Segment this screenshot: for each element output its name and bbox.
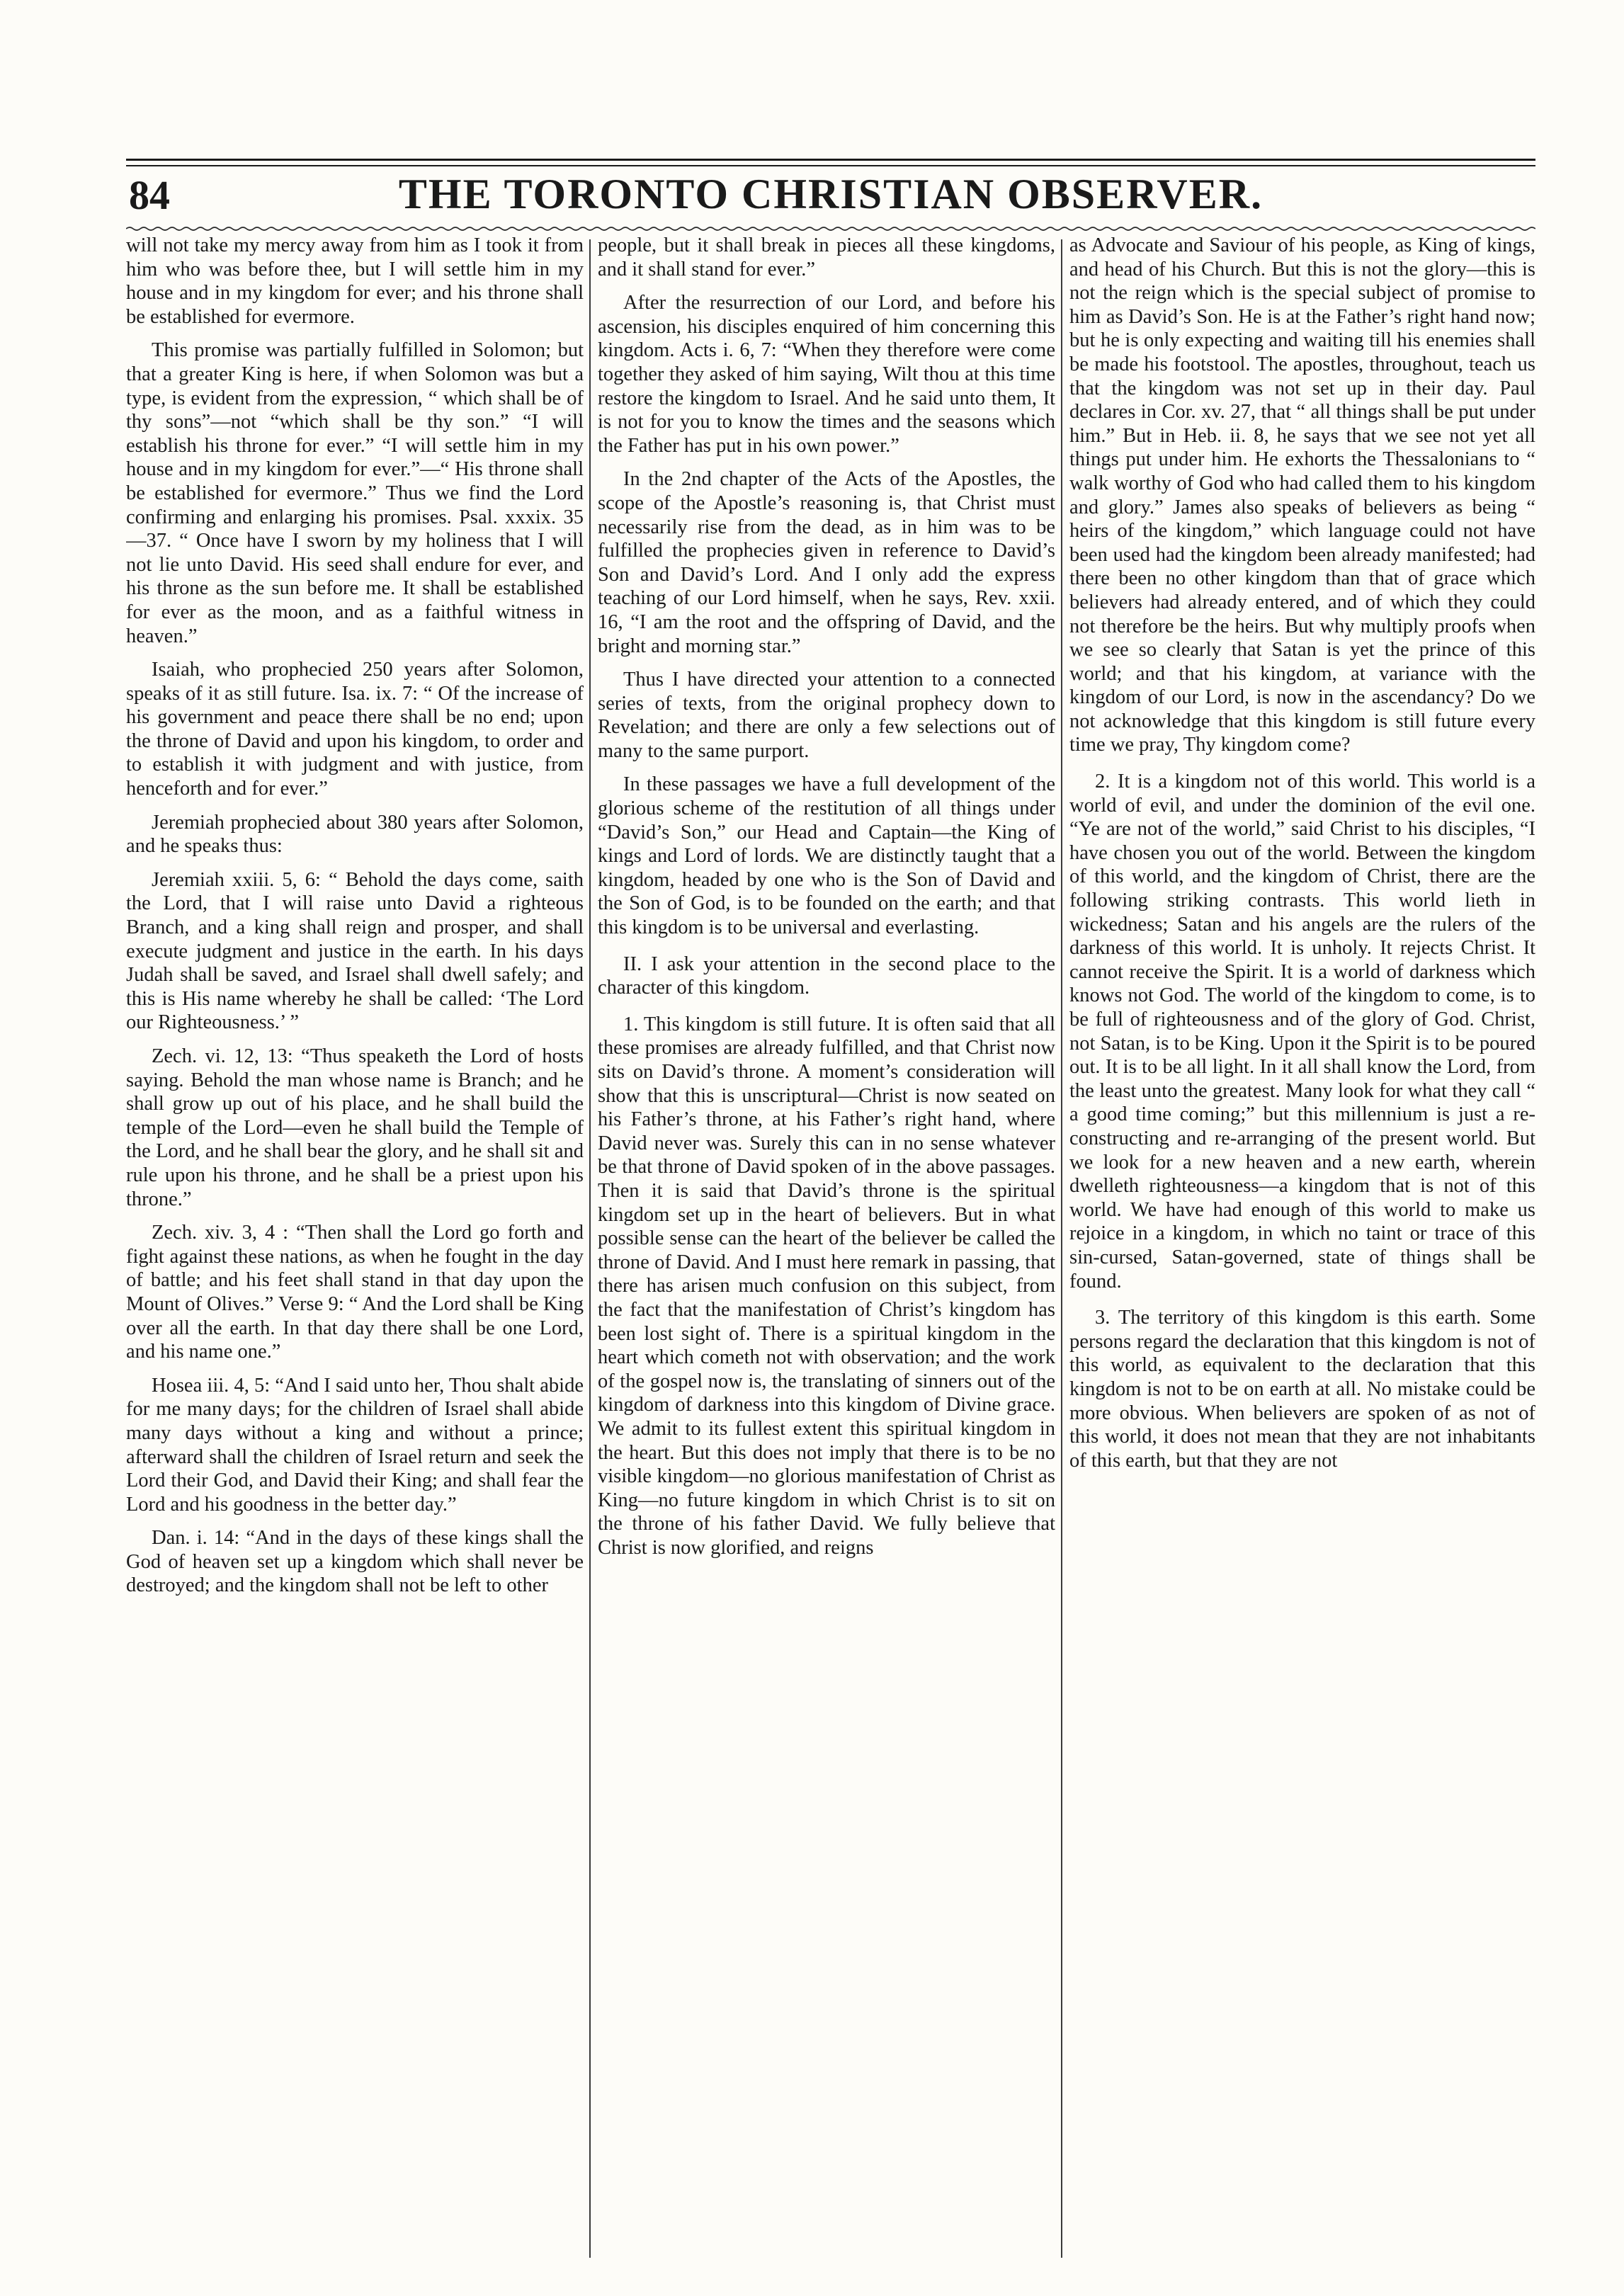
column-middle bbox=[598, 234, 1055, 2266]
column-left bbox=[126, 234, 584, 2266]
header-double-rule-bottom bbox=[126, 165, 1535, 166]
section-heading-paragraph: II. I ask your attention in the second place to the character of this kingdom. bbox=[598, 953, 1055, 999]
paragraph: 2. It is a kingdom not of this world. This world is a world of evil, and under the dominion of the evil one. “Ye are not of the world,” said Christ to his disciples, “I have chosen you out of the world. Between the kingdom of this world, and the kingdom of Christ, there are the following striking contrasts. This world lieth in wickedness; Satan and his angels are the rulers of the darkness of this world. It is unholy. It rejects Christ. It cannot receive the Spirit. It is a world of darkness which knows not God. The world of the kingdom to come, is to be full of righteousness and of the glory of God. Christ, not Satan, is to be King. Upon it the Spirit is to be poured out. It is to be all light. In it all shall know the Lord, from the least unto the greatest. Many look for what they call “ a good time coming;” but this millennium is just a re-constructing and re-arranging of the present world. But we look for a new heaven and a new earth, wherein dwelleth righteousness—a kingdom that is not of this world. We have had enough of this world to make us rejoice in a kingdom, in which no taint or trace of this sin-cursed, Satan-governed, state of things shall be found. bbox=[1069, 771, 1535, 1292]
header-wavy-rule bbox=[126, 225, 1535, 232]
paragraph: In the 2nd chapter of the Acts of the Apostles, the scope of the Apostle’s reasoning is, that Christ must necessarily rise from the dead, as in him was to be fulfilled the prophecies given in reference to David’s Son and David’s Lord. And I only add the express teaching of our Lord himself, when he says, Rev. xxii. 16, “I am the root and the offspring of David, and the bright and morning star.” bbox=[598, 468, 1055, 657]
paragraph: Zech. xiv. 3, 4 : “Then shall the Lord go forth and fight against these nations, as when he fought in the day of battle; and his feet shall stand in that day upon the Mount of Olives.” Verse 9: “ And the Lord shall be King over all the earth. In that day there shall be one Lord, and his name one.” bbox=[126, 1222, 584, 1363]
paragraph: 1. This kingdom is still future. It is often said that all these promises are already fulfilled, and that Christ now sits on David’s throne. A moment’s consideration will show that this is unscriptural—Christ is now seated on his Father’s throne, at his Father’s right hand, where David never was. Surely this can in no sense whatever be that throne of David spoken of in the above passages. Then it is said that David’s throne is the spiritual kingdom set up in the heart of believers. But in what possible sense can the heart of the believer be called the throne of David. And I must here remark in passing, that there has arisen much confusion on this subject, from the fact that the manifestation of Christ’s kingdom has been lost sight of. There is a spiritual kingdom in the heart which cometh not with observation; and the work of the gospel now is, the translating of sinners out of the kingdom of darkness into this kingdom of Divine grace. We admit to its fullest extent this spiritual kingdom in the heart. But this does not imply that there is to be no visible kingdom—no glorious manifestation of Christ as King—no future kingdom in which Christ is to sit on the throne of his father David. We fully believe that Christ is now glorified, and reigns bbox=[598, 1013, 1055, 1559]
paragraph: 3. The territory of this kingdom is this earth. Some persons regard the declaration that this kingdom is not of this world, as equivalent to the declaration that this kingdom is not to be on earth at all. No mistake could be more obvious. When believers are spoken of as not of this world, it does not mean that they are not inhabitants of this earth, but that they are not bbox=[1069, 1307, 1535, 1472]
paragraph: as Advocate and Saviour of his people, as King of kings, and head of his Church. But this is not the glory—this is not the reign which is the special subject of promise to him as David’s Son. He is at the Father’s right hand now; but he is only expecting and waiting till his enemies shall be made his footstool. The apostles, throughout, teach us that the kingdom was not set up in their day. Paul declares in Cor. xv. 27, that “ all things shall be put under him.” But in Heb. ii. 8, he says that we see not yet all things put under him. He exhorts the Thessalonians to “ walk worthy of God who had called them to his kingdom and glory.” James also speaks of believers as being “ heirs of the kingdom,” which language could not have been used had the kingdom been already manifested; had there been no other kingdom than that of grace which believers had already entered, and of which they could not therefore be the heirs. But why multiply proofs when we see so clearly that Satan is yet the prince of this world; and that his kingdom, at variance with the kingdom of our Lord, is now in the ascendancy? Do we not acknowledge that this kingdom is still future every time we pray, Thy kingdom come? bbox=[1069, 234, 1535, 756]
paragraph: In these passages we have a full development of the glorious scheme of the restitution of all things under “David’s Son,” our Head and Captain—the King of kings and Lord of lords. We are distinctly taught that a kingdom, headed by one who is the Son of David and the Son of God, is to be founded on the earth; and that this kingdom is to be universal and everlasting. bbox=[598, 773, 1055, 939]
paragraph: Jeremiah xxiii. 5, 6: “ Behold the days come, saith the Lord, that I will raise unto David a righteous Branch, and a king shall reign and prosper, and shall execute judgment and justice in the earth. In his days Judah shall be saved, and Israel shall dwell safely; and this is His name whereby he shall be called: ‘The Lord our Righteousness.’ ” bbox=[126, 868, 584, 1034]
column-divider bbox=[589, 239, 591, 2258]
paragraph: This promise was partially fulfilled in Solomon; but that a greater King is here, if when Solomon was but a type, is evident from the expression, “ which shall be of thy sons”—not “which shall be thy son.” “I will establish his throne for ever.” “I will settle him in my house and in my kingdom for ever.”—“ His throne shall be established for evermore.” Thus we find the Lord confirming and enlarging his promises. Psal. xxxix. 35—37. “ Once have I sworn by my holiness that I will not lie unto David. His seed shall endure for ever, and his throne as the sun before me. It shall be established for ever as the moon, and as a faithful witness in heaven.” bbox=[126, 339, 584, 647]
paragraph: people, but it shall break in pieces all these kingdoms, and it shall stand for ever.” bbox=[598, 234, 1055, 280]
header-double-rule-top bbox=[126, 159, 1535, 161]
paragraph: will not take my mercy away from him as I took it from him who was before thee, but I will settle him in my house and in my kingdom for ever; and his throne shall be established for evermore. bbox=[126, 234, 584, 328]
paragraph: After the resurrection of our Lord, and before his ascension, his disciples enquired of him concerning this kingdom. Acts i. 6, 7: “When they therefore were come together they asked of him saying, Wilt thou at this time restore the kingdom to Israel. And he said unto them, It is not for you to know the times and the seasons which the Father has put in his own power.” bbox=[598, 292, 1055, 457]
article-columns bbox=[126, 234, 1535, 2266]
paper-title: THE TORONTO CHRISTIAN OBSERVER. bbox=[398, 171, 1264, 217]
column-divider bbox=[1061, 239, 1062, 2258]
paragraph: Zech. vi. 12, 13: “Thus speaketh the Lord of hosts saying. Behold the man whose name is Branch; and he shall grow up out of his place, and he shall build the temple of the Lord—even he shall build the Temple of the Lord, and he shall bear the glory, and he shall sit and rule upon his throne, and he shall be a priest upon his throne.” bbox=[126, 1045, 584, 1210]
masthead bbox=[126, 169, 1535, 224]
paragraph: Dan. i. 14: “And in the days of these kings shall the God of heaven set up a kingdom which shall never be destroyed; and the kingdom shall not be left to other bbox=[126, 1527, 584, 1597]
paragraph: Hosea iii. 4, 5: “And I said unto her, Thou shalt abide for me many days; for the children of Israel shall abide many days without a king and without a prince; afterward shall the children of Israel return and seek the Lord their God, and David their King; and shall fear the Lord and his goodness in the better day.” bbox=[126, 1374, 584, 1516]
paragraph: Jeremiah prophecied about 380 years after Solomon, and he speaks thus: bbox=[126, 811, 584, 858]
column-right bbox=[1069, 234, 1535, 2266]
page-number: 84 bbox=[129, 172, 170, 218]
paragraph: Isaiah, who prophecied 250 years after Solomon, speaks of it as still future. Isa. ix. 7: “ Of the increase of his government and peace there shall be no end; upon the throne of David and upon his kingdom, to order and to establish it with judgment and with justice, from henceforth and for ever.” bbox=[126, 659, 584, 800]
paragraph: Thus I have directed your attention to a connected series of texts, from the original prophecy down to Revelation; and there are only a few selections out of many to the same purport. bbox=[598, 669, 1055, 762]
